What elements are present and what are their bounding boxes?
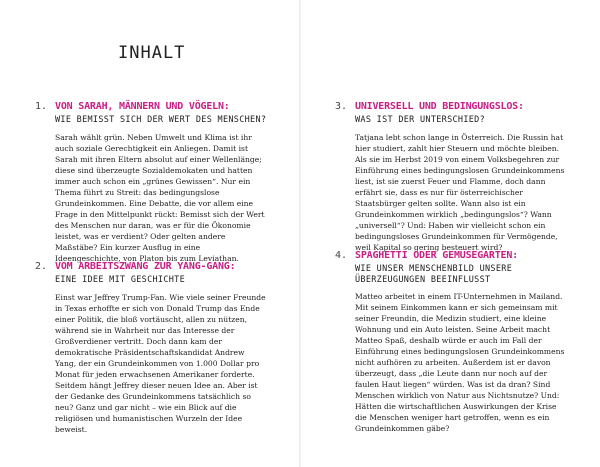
entry-heading	[35, 101, 267, 126]
entry-subtitle: WIE BEMISST SICH DER WERT DES MENSCHEN?	[55, 115, 267, 125]
entry-subtitle: WAS IST DER UNTERSCHIED?	[355, 115, 486, 125]
entry-heading	[335, 101, 567, 126]
entry-title: SPAGHETTI ODER GEMÜSEGARTEN:	[355, 250, 518, 261]
page-title: INHALT	[118, 43, 186, 63]
toc-entry-1	[35, 101, 267, 264]
entry-subtitle: EINE IDEE MIT GESCHICHTE	[55, 275, 186, 285]
entry-body: Sarah wählt grün. Neben Umwelt und Klima ist ihr auch soziale Gerechtigkeit ein Anliegen. Damit ist Sarah mit ihren Eltern absolut auf einer Wellenlänge; diese sind überzeugte Sozialdemokaten und hatten immer auch schon ein „grünes Gewissen“. Nur ein Thema führt zu Streit: das bedingungslose Grundeinkommen. Eine Debatte, die vor allem eine Frage in den Mittelpunkt rückt: Bemisst sich der Wert des Menschen nur daran, was er für die Ökonomie leistet, was er verdient? Oder gelten andere Maßstäbe? Ein kurzer Ausflug in eine Ideengeschichte, von Platon bis zum Leviathan.	[55, 132, 265, 263]
entry-number: 2.	[35, 261, 48, 272]
entry-title: UNIVERSELL UND BEDINGUNGSLOS:	[355, 101, 524, 112]
entry-body: Tatjana lebt schon lange in Österreich. Die Russin hat hier studiert, zahlt hier Steuern und möchte bleiben. Als sie im Herbst 2019 von einem Volksbegehren zur Einführung eines bedingungslosen Grundeinkommens liest, ist sie zuerst Feuer und Flamme, doch dann erfährt sie, dass es nur für österreichischer Staatsbürger gelten sollte. Wann also ist ein Grundeinkommen wirklich „bedingungslos“? Wann „universell“? Und: Haben wir vielleicht schon ein bedingungsloses Grundeinkommen für Vermögende, weil Kapital so gering besteuert wird?	[355, 132, 565, 252]
toc-entry-2	[35, 261, 267, 435]
toc-entry-4	[335, 250, 567, 434]
entry-body: Matteo arbeitet in einem IT-Unternehmen in Mailand. Mit seinem Einkommen kann er sich gemeinsam mit seiner Freundin, die Medizin studiert, eine kleine Wohnung und ein Auto leisten. Seine Arbeit macht Matteo Spaß, deshalb würde er auch im Fall der Einführung eines bedingungslosen Grundeinkommens nicht aufhören zu arbeiten. Außerdem ist er davon überzeugt, dass „die Leute dann nur noch auf der faulen Haut liegen“ würden. Was ist da dran? Sind Menschen wirklich von Natur aus Nichtsnutze? Und: Hätten die wirtschaftlichen Auswirkungen der Krise die Menschen weniger hart getroffen, wenn es ein Grundeinkommen gäbe?	[355, 292, 565, 433]
entry-heading	[335, 250, 567, 285]
entry-number: 4.	[335, 250, 348, 261]
entry-subtitle: WIE UNSER MENSCHENBILD UNSERE ÜBERZEUGUNGEN BEEINFLUSST	[355, 264, 513, 285]
entry-title: VON SARAH, MÄNNERN UND VÖGELN:	[55, 101, 230, 112]
toc-entry-3	[335, 101, 567, 253]
entry-body: Einst war Jeffrey Trump-Fan. Wie viele seiner Freunde in Texas erhoffte er sich von Donald Trump das Ende einer Politik, die bloß vortäuscht, allen zu nützen, während sie in Wahrheit nur das Interesse der Großverdiener vertritt. Doch dann kam der demokratische Präsidentschaftskandidat Andrew Yang, der ein Grundeinkommen von 1.000 Dollar pro Monat für jeden erwachsenen Amerikaner forderte. Seitdem hängt Jeffrey dieser neuen Idee an. Aber ist der Gedanke des Grundeinkommens tatsächlich so neu? Ganz und gar nicht – wie ein Blick auf die religiösen und humanistischen Wurzeln der Idee beweist.	[55, 292, 266, 434]
entry-number: 3.	[335, 101, 348, 112]
page-gutter	[299, 0, 301, 467]
entry-number: 1.	[35, 101, 48, 112]
entry-title: VOM ARBEITSZWANG ZUR YANG-GANG:	[55, 261, 236, 272]
entry-heading	[35, 261, 267, 286]
